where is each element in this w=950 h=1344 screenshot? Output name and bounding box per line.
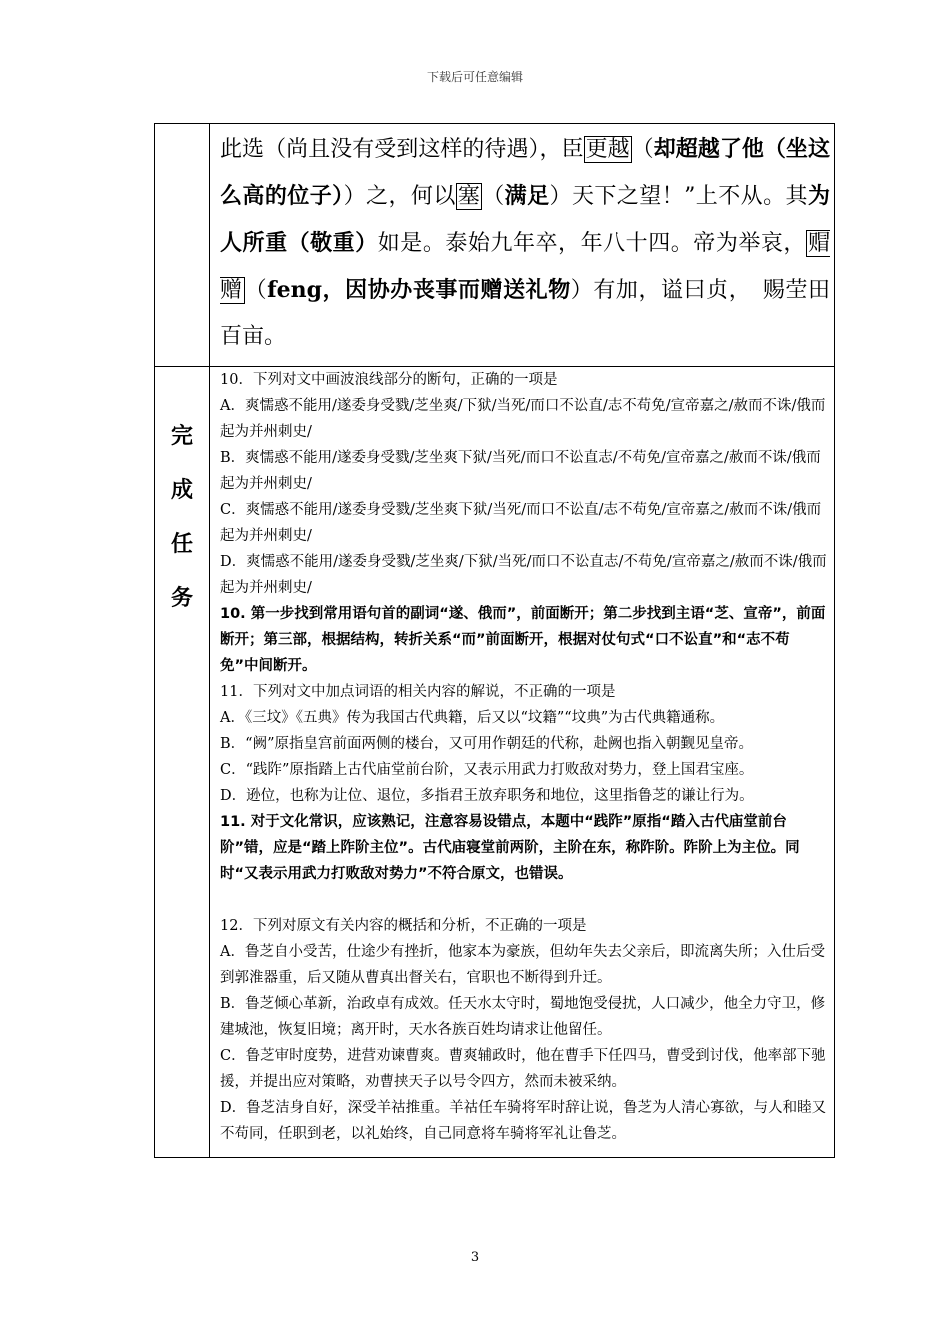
q10-answer: 10. 第一步找到常用语句首的副词“遂、俄而”，前面断开；第二步找到主语“芝、宣帝”，前面断开；第三部，根据结构，转折关系“而”前面断开，根据对仗句式“口不讼直”和“志不苟免”中间断开。 bbox=[220, 606, 826, 674]
q11-answer: 11. 对于文化常识，应该熟记，注意容易设错点，本题中“践阼”原指“踏入古代庙堂前台阶”错，应是“踏上阼阶主位”。古代庙寝堂前两阶，主阶在东，称阼阶。阼阶上为主位。同时“又表示用武力打败敌对势力”不符合原文，也错误。 bbox=[220, 814, 800, 882]
q12-option-d: D．鲁芝洁身自好，深受羊祜推重。羊祜任车骑将军时辞让说，鲁芝为人清心寡欲，与人和睦又不苟同，任职到老，以礼始终，自己同意将车骑将军礼让鲁芝。 bbox=[220, 1100, 827, 1142]
q10-stem: 10．下列对文中画波浪线部分的断句，正确的一项是 bbox=[220, 372, 558, 388]
table-row bbox=[155, 124, 835, 367]
passage-text: 此选（尚且没有受到这样的待遇），臣更越（却超越了他（坐这么高的位子））之，何以塞（满足）天下之望！”上不从。其为人所重（敬重）如是。泰始九年卒，年八十四。帝为举哀，赗赠（feng，因协办丧事而赠送礼物）有加，谥曰贞， 赐茔田百亩。 bbox=[220, 136, 830, 349]
boxed-word: 更越 bbox=[585, 137, 630, 162]
page-number: 3 bbox=[470, 1250, 480, 1265]
q12-option-c: C．鲁芝审时度势，进营劝谏曹爽。曹爽辅政时，他在曹手下任四马，曹受到讨伐，他率部下驰援，并提出应对策略，劝曹挟天子以号令四方，然而未被采纳。 bbox=[220, 1048, 826, 1090]
page-header: 下载后可任意编辑 bbox=[426, 70, 523, 84]
table-row bbox=[155, 367, 835, 1158]
q11-option-d: D．逊位，也称为让位、退位，多指君王放弃职务和地位，这里指鲁芝的谦让行为。 bbox=[220, 788, 754, 804]
questions bbox=[210, 367, 834, 1157]
content-table bbox=[154, 123, 835, 1158]
q11-option-c: C．“践阼”原指踏上古代庙堂前台阶，又表示用武力打败敌对势力，登上国君宝座。 bbox=[220, 762, 754, 778]
q11-option-b: B．“阙”原指皇宫前面两侧的楼台，又可用作朝廷的代称，赴阙也指入朝觐见皇帝。 bbox=[220, 736, 753, 752]
q10-option-a: A．爽懦惑不能用/遂委身受戮/芝坐爽/下狱/当死/而口不讼直/志不苟免/宣帝嘉之/赦而不诛/俄而起为并州刺史/ bbox=[220, 398, 826, 440]
empty-label-cell bbox=[155, 124, 210, 367]
q10-option-b: B．爽懦惑不能用/遂委身受戮/芝坐爽下狱/当死/而口不讼直志/不苟免/宣帝嘉之/赦而不诛/俄而起为并州刺史/ bbox=[220, 450, 821, 492]
q11-option-a: A．《三坟》《五典》传为我国古代典籍，后又以“坟籍”“坟典”为古代典籍通称。 bbox=[220, 710, 725, 726]
task-label-cell bbox=[155, 367, 210, 1158]
spacer bbox=[220, 887, 828, 913]
questions-cell bbox=[210, 367, 835, 1158]
task-label: 完 成 任 务 bbox=[170, 423, 193, 611]
boxed-word: 赗赠 bbox=[220, 231, 830, 303]
annotation: feng，因协办丧事而赠送礼物 bbox=[267, 277, 571, 303]
q10-option-d: D．爽懦惑不能用/遂委身受戮/芝坐爽/下狱/当死/而口不讼直志/不苟免/宣帝嘉之/赦而不诛/俄而起为并州刺史/ bbox=[220, 554, 827, 596]
q12-option-b: B．鲁芝倾心革新，治政卓有成效。任天水太守时，蜀地饱受侵扰，人口减少，他全力守卫，修建城池，恢复旧境；离开时，天水各族百姓均请求让他留任。 bbox=[220, 996, 826, 1038]
annotation: 为人所重（敬重） bbox=[220, 183, 830, 256]
q12-option-a: A．鲁芝自小受苦，仕途少有挫折，他家本为豪族，但幼年失去父亲后，即流离失所；入仕后受到郭淮器重，后又随从曹真出督关右，官职也不断得到升迁。 bbox=[220, 944, 825, 986]
q10-option-c: C．爽懦惑不能用/遂委身受戮/芝坐爽下狱/当死/而口不讼直/志不苟免/宣帝嘉之/赦而不诛/俄而起为并州刺史/ bbox=[220, 502, 822, 544]
passage-cell bbox=[210, 124, 835, 367]
annotation: 却超越了他（坐这么高的位子） bbox=[220, 136, 830, 209]
annotation: 满足 bbox=[504, 183, 550, 209]
boxed-word: 塞 bbox=[457, 184, 481, 209]
q12-stem: 12．下列对原文有关内容的概括和分析，不正确的一项是 bbox=[220, 918, 587, 934]
q11-stem: 11．下列对文中加点词语的相关内容的解说，不正确的一项是 bbox=[220, 684, 616, 700]
